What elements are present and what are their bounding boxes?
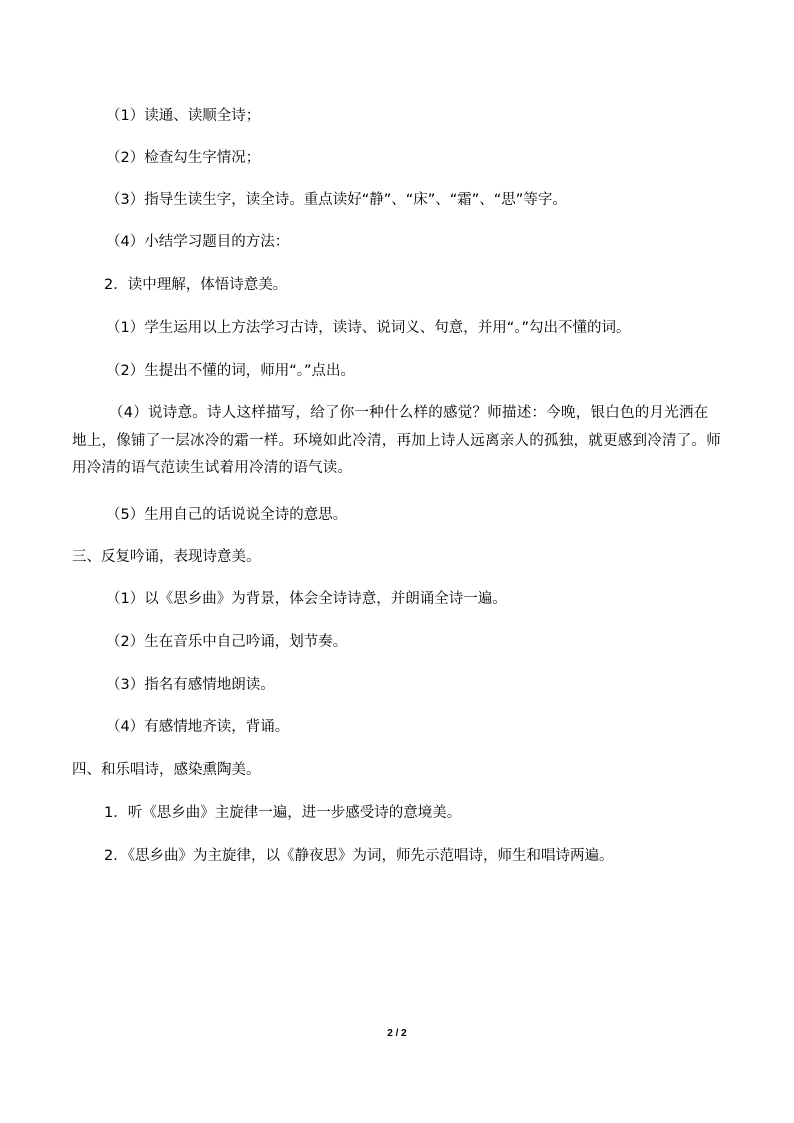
- step-sing-poem: 2．《思乡曲》为主旋律，以《静夜思》为词，师先示范唱诗，师生和唱诗两遍。: [104, 848, 614, 864]
- step-listen-melody: 1．听《思乡曲》主旋律一遍，进一步感受诗的意境美。: [104, 805, 462, 821]
- section-2-heading: 2．读中理解，体悟诗意美。: [104, 277, 288, 293]
- step-raise-questions: （2）生提出不懂的词，师用“。”点出。: [106, 363, 355, 379]
- page-number: 2 / 2: [387, 1028, 407, 1039]
- step-read-with-feeling: （3）指名有感情地朗读。: [106, 677, 275, 693]
- step-apply-method: （1）学生运用以上方法学习古诗，读诗、说词义、句意，并用“。”勾出不懂的词。: [106, 320, 631, 336]
- step-chant-rhythm: （2）生在音乐中自己吟诵，划节奏。: [106, 634, 348, 650]
- step-retell-meaning: （5）生用自己的话说说全诗的意思。: [106, 507, 348, 523]
- step-summarize-method: （4）小结学习题目的方法：: [106, 234, 290, 250]
- step-recite: （4）有感情地齐读，背诵。: [106, 719, 290, 735]
- step-background-music: （1）以《思乡曲》为背景，体会全诗诗意，并朗诵全诗一遍。: [106, 591, 507, 607]
- step-explain-meaning: （4）说诗意。诗人这样描写，给了你一种什么样的感觉？师描述：今晚，银白色的月光洒在地上，像铺了一层冰冷的霜一样。环境如此冷清，再加上诗人远离亲人的孤独，就更感到冷清了。师用冷清的语气范读生试着用冷清的语气读。: [72, 405, 721, 476]
- section-4-heading: 四、和乐唱诗，感染熏陶美。: [72, 762, 261, 778]
- section-3-heading: 三、反复吟诵，表现诗意美。: [72, 549, 261, 565]
- step-check-characters: （2）检查勾生字情况；: [106, 150, 261, 166]
- step-guide-reading: （3）指导生读生字，读全诗。重点读好“静”、“床”、“霜”、“思”等字。: [106, 192, 567, 208]
- step-read-through: （1）读通、读顺全诗；: [106, 108, 261, 124]
